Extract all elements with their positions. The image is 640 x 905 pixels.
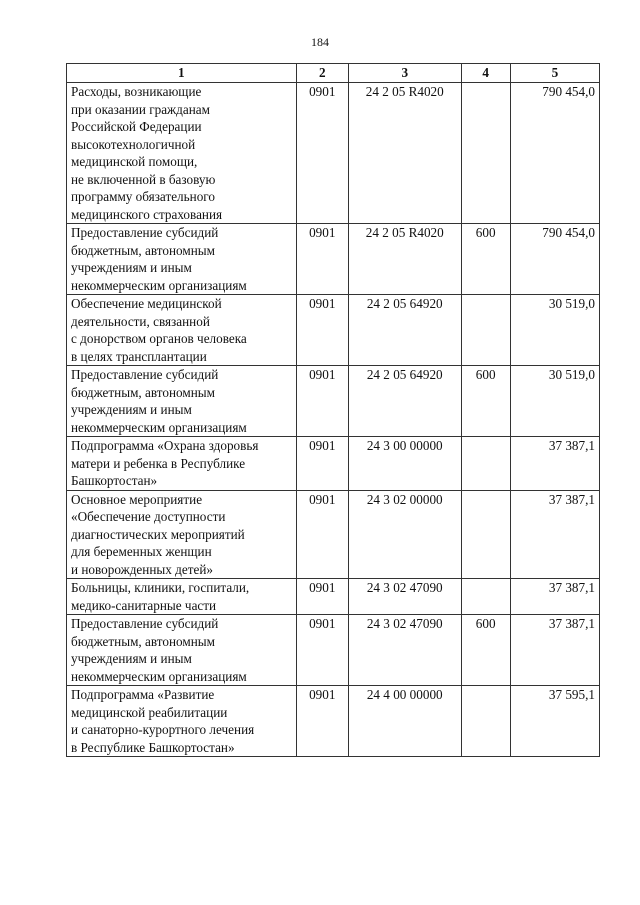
section-code-cell: 0901 — [296, 615, 348, 686]
amount-cell: 37 595,1 — [510, 686, 599, 757]
amount-cell: 790 454,0 — [510, 83, 599, 224]
column-header-2: 2 — [296, 64, 348, 83]
section-code-cell: 0901 — [296, 437, 348, 491]
expense-type-cell — [461, 490, 510, 579]
expense-type-cell: 600 — [461, 615, 510, 686]
amount-cell: 790 454,0 — [510, 224, 599, 295]
expense-name-cell: Основное мероприятие «Обеспечение доступности диагностических мероприятий для беременных женщин и новорожденных детей» — [67, 490, 297, 579]
expense-name-cell: Предоставление субсидий бюджетным, автономным учреждениям и иным некоммерческим организациям — [67, 366, 297, 437]
expense-type-cell — [461, 83, 510, 224]
target-code-cell: 24 3 00 00000 — [348, 437, 461, 491]
expense-name-cell: Расходы, возникающие при оказании гражданам Российской Федерации высокотехнологичной медицинской помощи, не включенной в базовую программу обязательного медицинского страхования — [67, 83, 297, 224]
target-code-cell: 24 2 05 64920 — [348, 295, 461, 366]
expense-name-cell: Подпрограмма «Развитие медицинской реабилитации и санаторно-курортного лечения в Республике Башкортостан» — [67, 686, 297, 757]
amount-cell: 37 387,1 — [510, 579, 599, 615]
expense-type-cell: 600 — [461, 224, 510, 295]
budget-table — [66, 63, 600, 757]
expense-type-cell: 600 — [461, 366, 510, 437]
table-row — [67, 224, 600, 295]
page-number: 184 — [311, 35, 329, 49]
table-row — [67, 437, 600, 491]
section-code-cell: 0901 — [296, 366, 348, 437]
table-row — [67, 83, 600, 224]
target-code-cell: 24 4 00 00000 — [348, 686, 461, 757]
expense-type-cell — [461, 295, 510, 366]
amount-cell: 37 387,1 — [510, 437, 599, 491]
section-code-cell: 0901 — [296, 295, 348, 366]
target-code-cell: 24 3 02 00000 — [348, 490, 461, 579]
section-code-cell: 0901 — [296, 579, 348, 615]
column-header-1: 1 — [67, 64, 297, 83]
table-row — [67, 615, 600, 686]
amount-cell: 30 519,0 — [510, 295, 599, 366]
expense-name-cell: Обеспечение медицинской деятельности, связанной с донорством органов человека в целях трансплантации — [67, 295, 297, 366]
target-code-cell: 24 3 02 47090 — [348, 579, 461, 615]
column-header-4: 4 — [461, 64, 510, 83]
expense-type-cell — [461, 686, 510, 757]
table-row — [67, 295, 600, 366]
section-code-cell: 0901 — [296, 490, 348, 579]
expense-name-cell: Больницы, клиники, госпитали, медико-санитарные части — [67, 579, 297, 615]
amount-cell: 37 387,1 — [510, 615, 599, 686]
target-code-cell: 24 2 05 64920 — [348, 366, 461, 437]
amount-cell: 37 387,1 — [510, 490, 599, 579]
table-header-row — [67, 64, 600, 83]
column-header-5: 5 — [510, 64, 599, 83]
section-code-cell: 0901 — [296, 224, 348, 295]
expense-name-cell: Предоставление субсидий бюджетным, автономным учреждениям и иным некоммерческим организациям — [67, 615, 297, 686]
expense-name-cell: Предоставление субсидий бюджетным, автономным учреждениям и иным некоммерческим организациям — [67, 224, 297, 295]
target-code-cell: 24 3 02 47090 — [348, 615, 461, 686]
table-row — [67, 579, 600, 615]
section-code-cell: 0901 — [296, 83, 348, 224]
target-code-cell: 24 2 05 R4020 — [348, 83, 461, 224]
table-row — [67, 686, 600, 757]
expense-type-cell — [461, 579, 510, 615]
section-code-cell: 0901 — [296, 686, 348, 757]
expense-type-cell — [461, 437, 510, 491]
target-code-cell: 24 2 05 R4020 — [348, 224, 461, 295]
table-row — [67, 366, 600, 437]
amount-cell: 30 519,0 — [510, 366, 599, 437]
column-header-3: 3 — [348, 64, 461, 83]
expense-name-cell: Подпрограмма «Охрана здоровья матери и ребенка в Республике Башкортостан» — [67, 437, 297, 491]
table-row — [67, 490, 600, 579]
